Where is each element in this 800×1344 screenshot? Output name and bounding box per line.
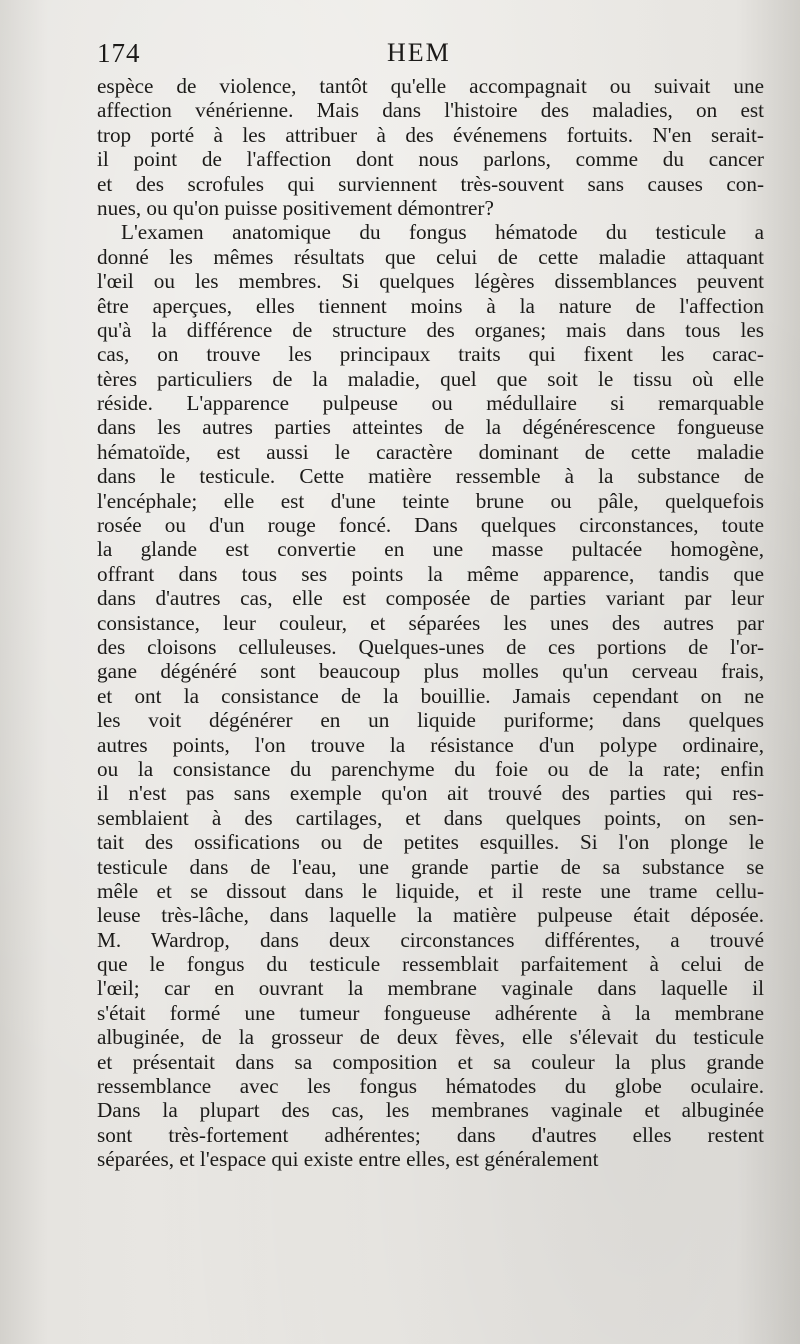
text-line: Dans la plupart des cas, les membranes vaginale et albuginée <box>97 1098 764 1123</box>
text-line: l'œil; car en ouvrant la membrane vaginale dans laquelle il <box>97 976 764 1001</box>
text-line: que le fongus du testicule ressemblait parfaitement à celui de <box>97 952 764 977</box>
text-line: l'œil ou les membres. Si quelques légères dissemblances peuvent <box>97 269 764 294</box>
text-line: être aperçues, elles tiennent moins à la nature de l'affection <box>97 293 764 318</box>
text-line: séparées, et l'espace qui existe entre elles, est généralement <box>97 1147 599 1172</box>
text-line: il n'est pas sans exemple qu'on ait trouvé des parties qui res- <box>97 781 764 806</box>
text-line: autres points, l'on trouve la résistance d'un polype ordinaire, <box>97 732 764 757</box>
text-line: semblaient à des cartilages, et dans quelques points, on sen- <box>97 805 764 830</box>
text-line: il point de l'affection dont nous parlons, comme du cancer <box>97 147 764 172</box>
text-line: mêle et se dissout dans le liquide, et il reste une trame cellu- <box>97 878 764 903</box>
text-line: L'examen anatomique du fongus hématode du testicule a <box>121 220 764 245</box>
text-line: consistance, leur couleur, et séparées les unes des autres par <box>97 610 764 635</box>
text-line: dans le testicule. Cette matière ressemble à la substance de <box>97 464 764 489</box>
text-line: des cloisons celluleuses. Quelques-unes de ces portions de l'or- <box>97 634 764 659</box>
text-line: donné les mêmes résultats que celui de cette maladie attaquant <box>97 244 764 269</box>
text-line: qu'à la différence de structure des organes; mais dans tous les <box>97 317 764 342</box>
text-line: l'encéphale; elle est d'une teinte brune ou pâle, quelquefois <box>97 488 764 513</box>
text-line: ressemblance avec les fongus hématodes du globe oculaire. <box>97 1074 764 1099</box>
text-line: s'était formé une tumeur fongueuse adhérente à la membrane <box>97 1000 764 1025</box>
text-line: dans d'autres cas, elle est composée de parties variant par leur <box>97 586 764 611</box>
text-line: ou la consistance du parenchyme du foie ou de la rate; enfin <box>97 756 764 781</box>
text-line: cas, on trouve les principaux traits qui fixent les carac- <box>97 342 764 367</box>
text-line: sont très-fortement adhérentes; dans d'autres elles restent <box>97 1122 764 1147</box>
text-line: offrant dans tous ses points la même apparence, tandis que <box>97 561 764 586</box>
text-line: réside. L'apparence pulpeuse ou médullaire si remarquable <box>97 391 764 416</box>
text-line: rosée ou d'un rouge foncé. Dans quelques circonstances, toute <box>97 513 764 538</box>
text-line: espèce de violence, tantôt qu'elle accompagnait ou suivait une <box>97 74 764 98</box>
text-line: M. Wardrop, dans deux circonstances différentes, a trouvé <box>97 927 764 952</box>
text-line: et ont la consistance de la bouillie. Jamais cependant on ne <box>97 683 764 708</box>
text-line: tères particuliers de la maladie, quel que soit le tissu où elle <box>97 366 764 391</box>
text-line: trop porté à les attribuer à des événemens fortuits. N'en serait- <box>97 122 764 147</box>
text-line: testicule dans de l'eau, une grande partie de sa substance se <box>97 854 764 879</box>
text-line: leuse très-lâche, dans laquelle la matière pulpeuse était déposée. <box>97 903 764 928</box>
text-line: et des scrofules qui surviennent très-souvent sans causes con- <box>97 171 764 196</box>
text-line: affection vénérienne. Mais dans l'histoire des maladies, on est <box>97 98 764 123</box>
text-line: hématoïde, est aussi le caractère dominant de cette maladie <box>97 439 764 464</box>
header-title: HEM <box>387 38 451 67</box>
running-head <box>97 38 737 72</box>
text-line: nues, ou qu'on puisse positivement démontrer? <box>97 195 494 220</box>
text-line: gane dégénéré sont beaucoup plus molles qu'un cerveau frais, <box>97 659 764 684</box>
text-line: albuginée, de la grosseur de deux fèves, elle s'élevait du testicule <box>97 1025 764 1050</box>
page-number: 174 <box>97 38 141 68</box>
text-line: tait des ossifications ou de petites esquilles. Si l'on plonge le <box>97 830 764 855</box>
text-line: dans les autres parties atteintes de la dégénérescence fongueuse <box>97 415 764 440</box>
body-text <box>97 74 764 1172</box>
text-line: les voit dégénérer en un liquide puriforme; dans quelques <box>97 708 764 733</box>
text-line: la glande est convertie en une masse pultacée homogène, <box>97 537 764 562</box>
text-line: et présentait dans sa composition et sa couleur la plus grande <box>97 1049 764 1074</box>
